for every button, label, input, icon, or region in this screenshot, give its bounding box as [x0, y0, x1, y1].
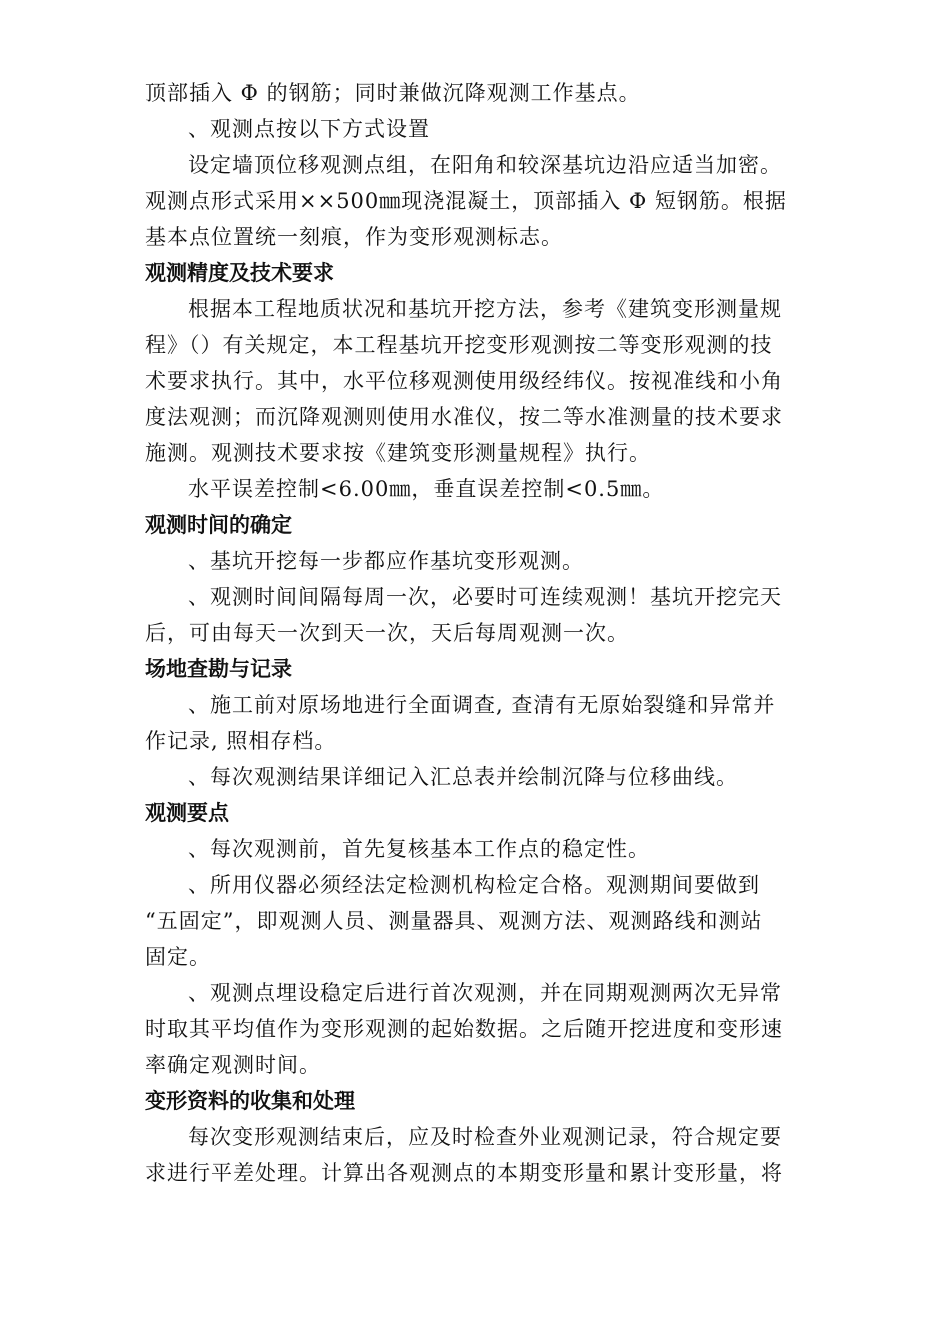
list-item-text: 、每次观测前，首先复核基本工作点的稳定性。 [188, 837, 650, 861]
section-heading: 观测精度及技术要求 [145, 261, 334, 285]
list-item-text: 、基坑开挖每一步都应作基坑变形观测。 [188, 549, 584, 573]
body-text-line: 程》（）有关规定，本工程基坑开挖变形观测按二等变形观测的技 [145, 333, 773, 357]
section-heading: 观测要点 [145, 801, 229, 825]
list-item-text: 、观测点埋设稳定后进行首次观测，并在同期观测两次无异常 [188, 981, 782, 1005]
list-item-text: 、观测点按以下方式设置 [188, 117, 430, 141]
list-item-text: 、所用仪器必须经法定检测机构检定合格。观测期间要做到 [188, 873, 760, 897]
paragraph-text: 每次变形观测结束后，应及时检查外业观测记录，符合规定要 [188, 1125, 782, 1149]
body-text-line: 后，可由每天一次到天一次，天后每周观测一次。 [145, 621, 629, 645]
body-text-line: 观测点形式采用××500㎜现浇混凝土，顶部插入 Φ 短钢筋。根据 [145, 189, 787, 213]
section-heading: 变形资料的收集和处理 [145, 1089, 355, 1113]
body-text-line: 度法观测；而沉降观测则使用水准仪，按二等水准测量的技术要求 [145, 405, 783, 429]
body-text-line: 时取其平均值作为变形观测的起始数据。之后随开挖进度和变形速 [145, 1017, 783, 1041]
list-item-text: 、观测时间间隔每周一次，必要时可连续观测！基坑开挖完天 [188, 585, 782, 609]
list-item-text: 、每次观测结果详细记入汇总表并绘制沉降与位移曲线。 [188, 765, 738, 789]
body-text-line: “五固定”，即观测人员、测量器具、观测方法、观测路线和测站 [145, 909, 763, 933]
paragraph-text: 根据本工程地质状况和基坑开挖方法，参考《建筑变形测量规 [188, 297, 782, 321]
body-text-line: 率确定观测时间。 [145, 1053, 321, 1077]
body-text-line: 作记录, 照相存档。 [145, 729, 337, 753]
body-text-line: 基本点位置统一刻痕，作为变形观测标志。 [145, 225, 563, 249]
body-text-line: 求进行平差处理。计算出各观测点的本期变形量和累计变形量，将 [145, 1161, 783, 1185]
list-item-text: 、施工前对原场地进行全面调查, 查清有无原始裂缝和异常并 [188, 693, 776, 717]
section-heading: 场地查勘与记录 [145, 657, 292, 681]
paragraph-text: 设定墙顶位移观测点组，在阳角和较深基坑边沿应适当加密。 [188, 153, 782, 177]
body-text-line: 固定。 [145, 945, 211, 969]
body-text-line: 术要求执行。其中，水平位移观测使用级经纬仪。按视准线和小角 [145, 369, 783, 393]
body-text-line: 施测。观测技术要求按《建筑变形测量规程》执行。 [145, 441, 651, 465]
section-heading: 观测时间的确定 [145, 513, 292, 537]
paragraph-text: 水平误差控制<6.00㎜，垂直误差控制<0.5㎜。 [188, 477, 665, 501]
body-text-line: 顶部插入 Φ 的钢筋；同时兼做沉降观测工作基点。 [145, 81, 641, 105]
